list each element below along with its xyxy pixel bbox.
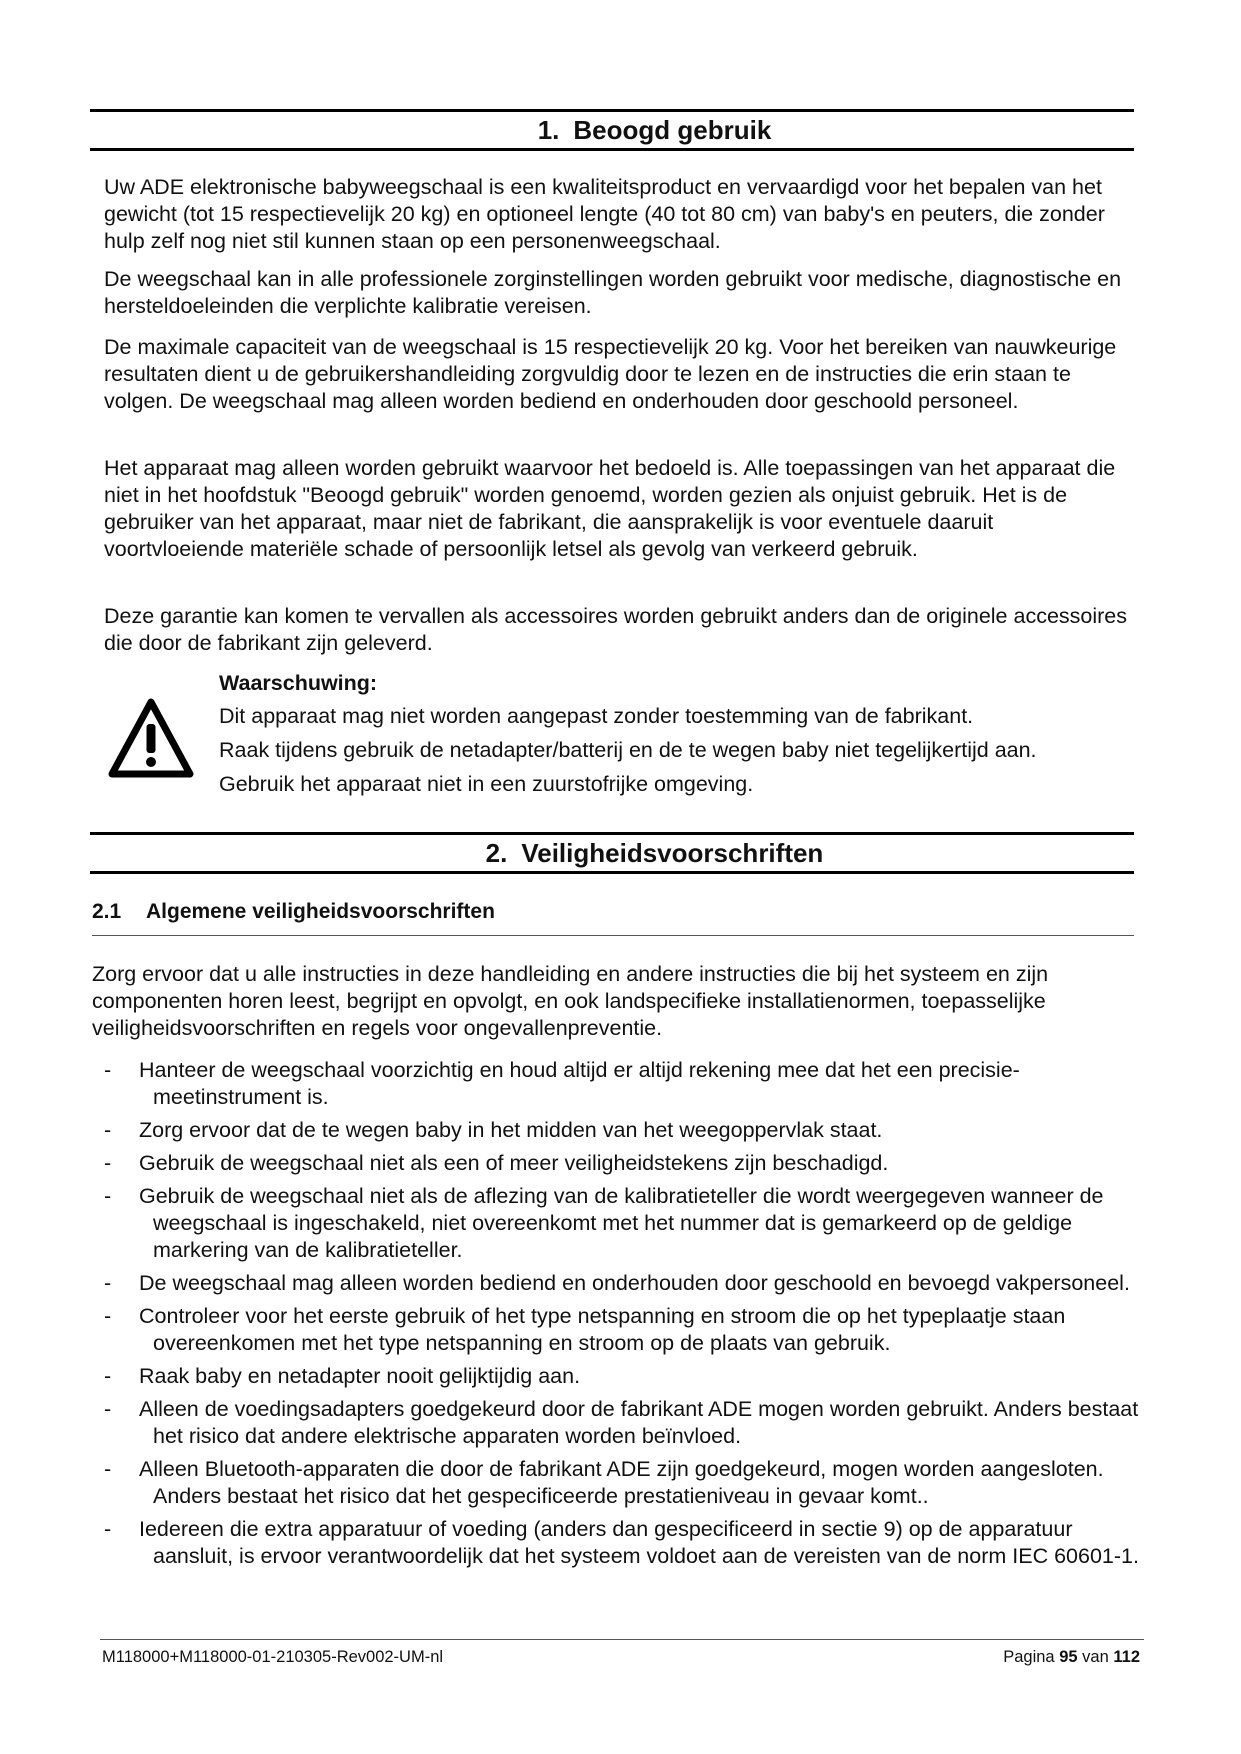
- list-item: - Gebruik de weegschaal niet als de aflezing van de kalibratieteller die wordt weergegeven wanneer de weegschaal is ingeschakeld, niet overeenkomt met het nummer dat is gemarkeerd op de geldige markering van de kalibratieteller.: [96, 1183, 1146, 1264]
- subsection-number: 2.1: [92, 900, 122, 923]
- page-number-label: Pagina 95 van 112: [1003, 1648, 1140, 1666]
- warning-line: Gebruik het apparaat niet in een zuurstofrijke omgeving.: [219, 772, 754, 796]
- section-1-number: 1.: [537, 115, 560, 145]
- section-1-title: Beoogd gebruik: [573, 115, 772, 145]
- warning-title: Waarschuwing:: [219, 671, 378, 695]
- paragraph: Deze garantie kan komen te vervallen als accessoires worden gebruikt anders dan de originele accessoires die door de fabrikant zijn geleverd.: [104, 604, 1128, 655]
- list-item: - Iedereen die extra apparatuur of voeding (anders dan gespecificeerd in sectie 9) op de apparatuur aansluit, is ervoor verantwoordelijk dat het systeem voldoet aan de vereisten van de norm IEC 60601-1.: [96, 1516, 1146, 1570]
- list-item: - Alleen de voedingsadapters goedgekeurd door de fabrikant ADE mogen worden gebruikt. Anders bestaat het risico dat andere elektrische apparaten worden beïnvloed.: [96, 1396, 1146, 1450]
- section-1-heading: [90, 109, 1134, 151]
- warning-triangle-icon: [108, 697, 194, 779]
- warning-line: Dit apparaat mag niet worden aangepast zonder toestemming van de fabrikant.: [219, 704, 974, 728]
- page-footer: [100, 1639, 1144, 1668]
- warning-line: Raak tijdens gebruik de netadapter/batterij en de te wegen baby niet tegelijkertijd aan.: [219, 738, 1037, 762]
- section-2-heading: [90, 832, 1134, 874]
- list-item: - Controleer voor het eerste gebruik of het type netspanning en stroom die op het typeplaatje staan overeenkomen met het type netspanning en stroom op de plaats van gebruik.: [96, 1303, 1146, 1357]
- list-item: - Hanteer de weegschaal voorzichtig en houd altijd er altijd rekening mee dat het een precisie-meetinstrument is.: [96, 1057, 1146, 1111]
- intro-paragraph: Zorg ervoor dat u alle instructies in deze handleiding en andere instructies die bij het systeem en zijn componenten horen leest, begrijpt en opvolgt, en ook landspecifieke installatienormen, toepasselijke veiligheidsvoorschriften en regels voor ongevallenpreventie.: [92, 962, 1049, 1040]
- total-pages: 112: [1113, 1648, 1140, 1666]
- list-item: - Alleen Bluetooth-apparaten die door de fabrikant ADE zijn goedgekeurd, mogen worden aangesloten. Anders bestaat het risico dat het gespecificeerde prestatieniveau in gevaar komt..: [96, 1456, 1146, 1510]
- subsection-heading: [92, 898, 1134, 936]
- list-item: - Gebruik de weegschaal niet als een of meer veiligheidstekens zijn beschadigd.: [96, 1150, 1146, 1177]
- paragraph: De maximale capaciteit van de weegschaal is 15 respectievelijk 20 kg. Voor het bereiken van nauwkeurige resultaten dient u de gebruikershandleiding zorgvuldig door te lezen en de instructies die erin staan te volgen. De weegschaal mag alleen worden bediend en onderhouden door geschoold personeel.: [104, 335, 1117, 413]
- safety-rules-list: [96, 1057, 1146, 1576]
- paragraph: Uw ADE elektronische babyweegschaal is een kwaliteitsproduct en vervaardigd voor het bepalen van het gewicht (tot 15 respectievelijk 20 kg) en optioneel lengte (40 tot 80 cm) van baby's en peuters, die zonder hulp zelf nog niet stil kunnen staan op een personenweegschaal.: [104, 175, 1105, 253]
- section-2-title: Veiligheidsvoorschriften: [521, 838, 824, 868]
- list-item: - Zorg ervoor dat de te wegen baby in het midden van het weegoppervlak staat.: [96, 1117, 1146, 1144]
- subsection-title: Algemene veiligheidsvoorschriften: [146, 900, 495, 923]
- section-2-number: 2.: [485, 838, 508, 868]
- paragraph: De weegschaal kan in alle professionele zorginstellingen worden gebruikt voor medische, diagnostische en hersteldoeleinden die verplichte kalibratie vereisen.: [104, 267, 1122, 318]
- paragraph: Het apparaat mag alleen worden gebruikt waarvoor het bedoeld is. Alle toepassingen van het apparaat die niet in het hoofdstuk "Beoogd gebruik" worden genoemd, worden gezien als onjuist gebruik. Het is de gebruiker van het apparaat, maar niet de fabrikant, die aansprakelijk is voor eventuele daaruit voortvloeiende materiële schade of persoonlijk letsel als gevolg van verkeerd gebruik.: [104, 456, 1116, 561]
- current-page: 95: [1059, 1648, 1078, 1666]
- list-item: - Raak baby en netadapter nooit gelijktijdig aan.: [96, 1363, 1146, 1390]
- document-id: M118000+M118000-01-210305-Rev002-UM-nl: [102, 1648, 444, 1666]
- list-item: - De weegschaal mag alleen worden bediend en onderhouden door geschoold en bevoegd vakpersoneel.: [96, 1270, 1146, 1297]
